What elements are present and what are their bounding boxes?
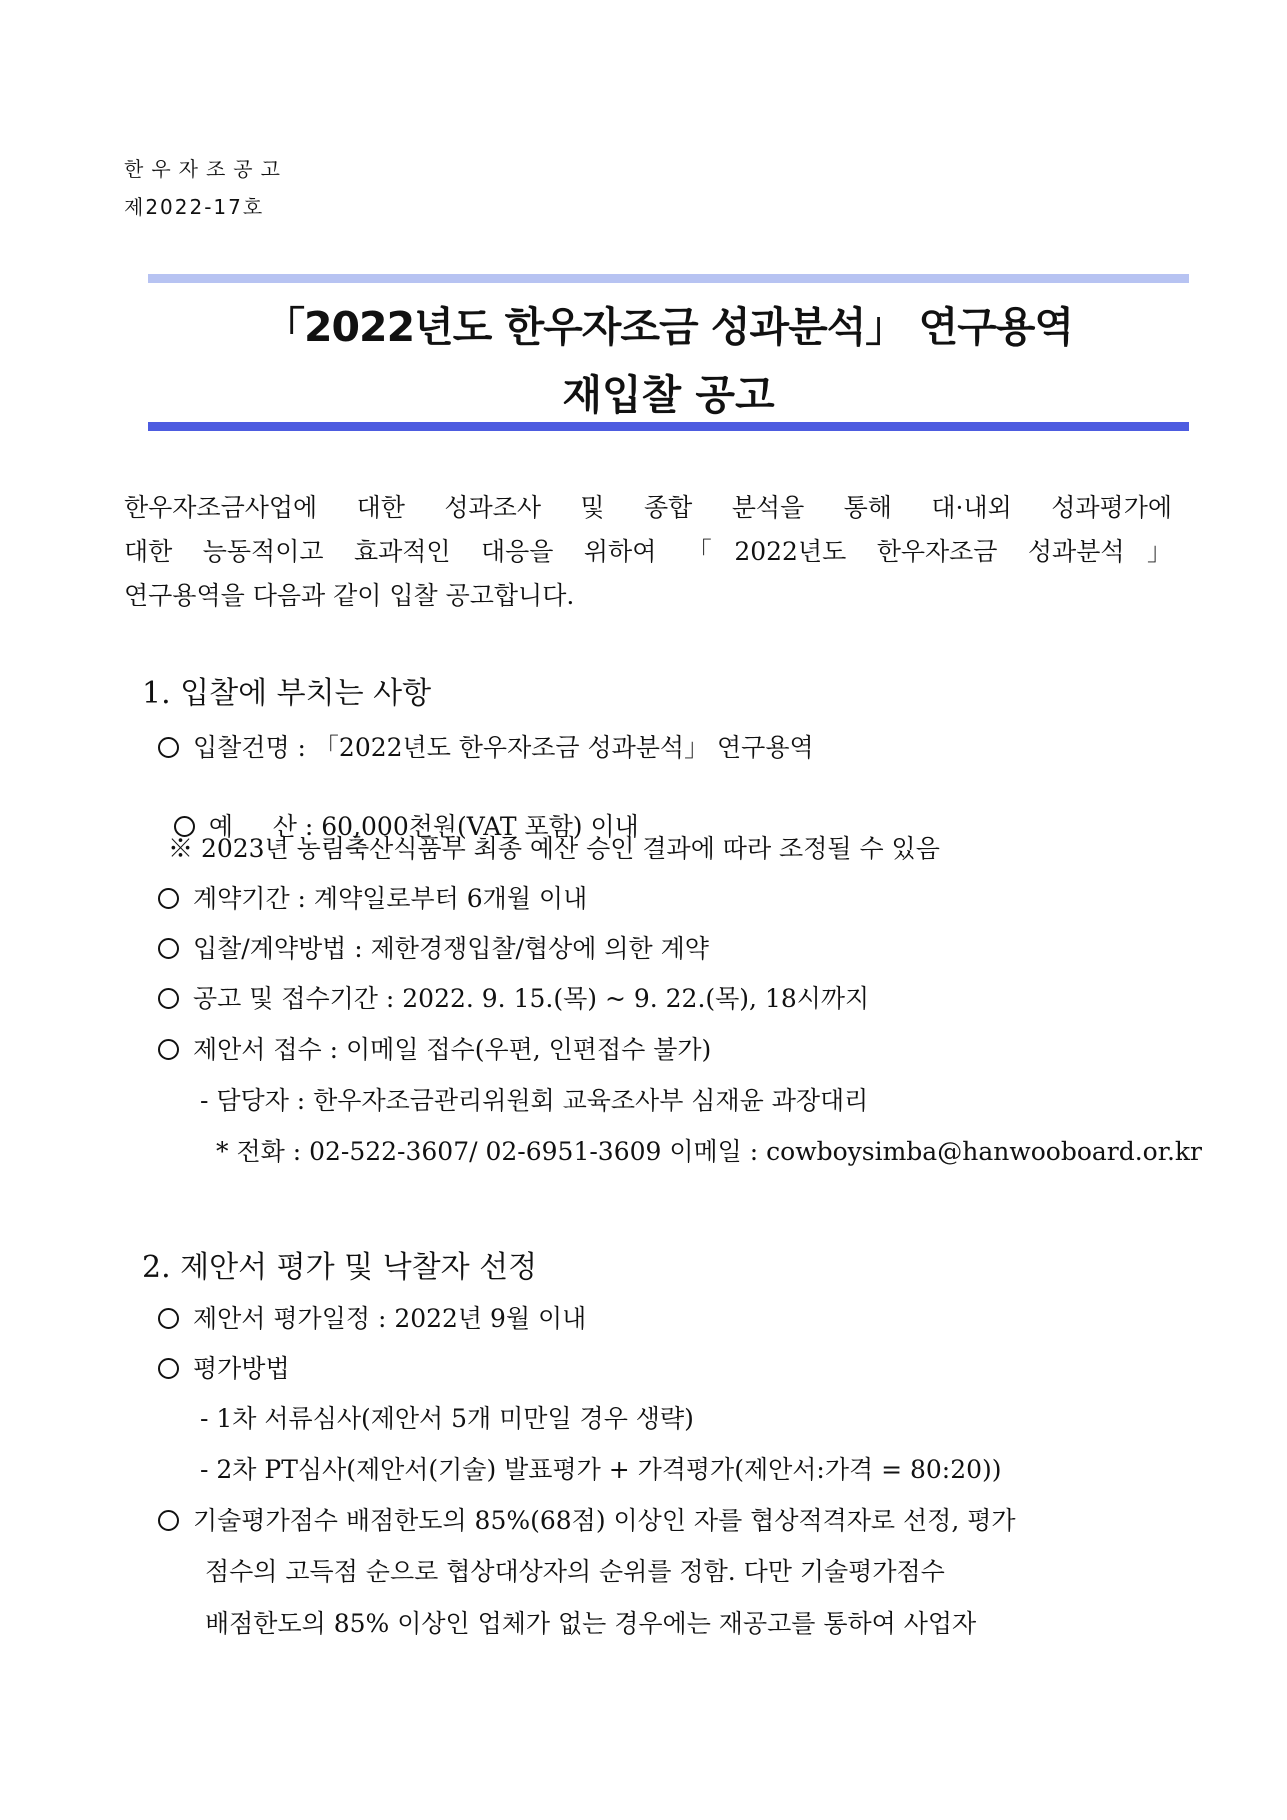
circle-bullet-icon (158, 1308, 179, 1329)
page-title-line1: 「2022년도 한우자조금 성과분석」 연구용역 (263, 303, 1074, 351)
intro-line: 연구용역을 다음과 같이 입찰 공고합니다. (124, 581, 575, 610)
list-item (158, 1349, 290, 1385)
list-sub-item: - 1차 서류심사(제안서 5개 미만일 경우 생략) (200, 1404, 694, 1433)
list-sub-item: - 2차 PT심사(제안서(기술) 발표평가 + 가격평가(제안서:가격 = 80:20)) (200, 1455, 1002, 1484)
circle-bullet-icon (158, 1039, 179, 1060)
list-item-continuation: 점수의 고득점 순으로 협상대상자의 순위를 정함. 다만 기술평가점수 (205, 1557, 945, 1586)
list-item (158, 728, 814, 764)
list-item (158, 1501, 1016, 1537)
item-text: 평가방법 (193, 1354, 290, 1383)
list-item (158, 979, 869, 1015)
intro-line: 한우자조금사업에 대한 성과조사 및 종합 분석을 통해 대·내외 성과평가에 (124, 493, 1172, 522)
intro-line: 대한 능동적이고 효과적인 대응을 위하여 「2022년도 한우자조금 성과분석」 (124, 537, 1172, 566)
circle-bullet-icon (158, 938, 179, 959)
list-item (158, 1299, 586, 1335)
list-sub-item: * 전화 : 02-522-3607/ 02-6951-3609 이메일 : cowboysimba@hanwooboard.or.kr (216, 1137, 1202, 1166)
item-text: 계약기간 : 계약일로부터 6개월 이내 (193, 884, 588, 913)
item-text: 제안서 접수 : 이메일 접수(우편, 인편접수 불가) (193, 1035, 712, 1064)
title-bottom-bar (148, 422, 1189, 431)
list-item-continuation: 배점한도의 85% 이상인 업체가 없는 경우에는 재공고를 통하여 사업자 (205, 1609, 977, 1638)
list-item (158, 1030, 711, 1066)
notice-org: 한우자조공고 (124, 157, 288, 181)
notice-header (124, 150, 288, 226)
list-item (158, 879, 587, 915)
item-text: 예 산 : 60,000천원(VAT 포함) 이내 (208, 812, 639, 841)
item-text: 기술평가점수 배점한도의 85%(68점) 이상인 자를 협상적격자로 선정, 평가 (193, 1506, 1016, 1535)
list-sub-item: - 담당자 : 한우자조금관리위원회 교육조사부 심재윤 과장대리 (200, 1086, 869, 1115)
circle-bullet-icon (158, 988, 179, 1009)
item-text: 공고 및 접수기간 : 2022. 9. 15.(목) ~ 9. 22.(목), 18시까지 (193, 984, 870, 1013)
circle-bullet-icon (158, 888, 179, 909)
circle-bullet-icon (158, 737, 179, 758)
item-text: 입찰/계약방법 : 제한경쟁입찰/협상에 의한 계약 (193, 934, 709, 963)
item-text: 입찰건명 : 「2022년도 한우자조금 성과분석」 연구용역 (193, 733, 814, 762)
page-title-line2: 재입찰 공고 (562, 371, 775, 419)
circle-bullet-icon (158, 1358, 179, 1379)
list-item-note: ※ 2023년 농림축산식품부 최종 예산 승인 결과에 따라 조정될 수 있음 (168, 834, 940, 863)
list-item (158, 929, 709, 965)
section2-heading: 2. 제안서 평가 및 낙찰자 선정 (142, 1250, 538, 1285)
circle-bullet-icon (158, 1510, 179, 1531)
section1-heading: 1. 입찰에 부치는 사항 (142, 676, 432, 711)
intro-paragraph (124, 486, 1172, 618)
notice-number: 제2022-17호 (124, 195, 265, 219)
item-text: 제안서 평가일정 : 2022년 9월 이내 (193, 1304, 587, 1333)
title-top-bar (148, 274, 1189, 283)
